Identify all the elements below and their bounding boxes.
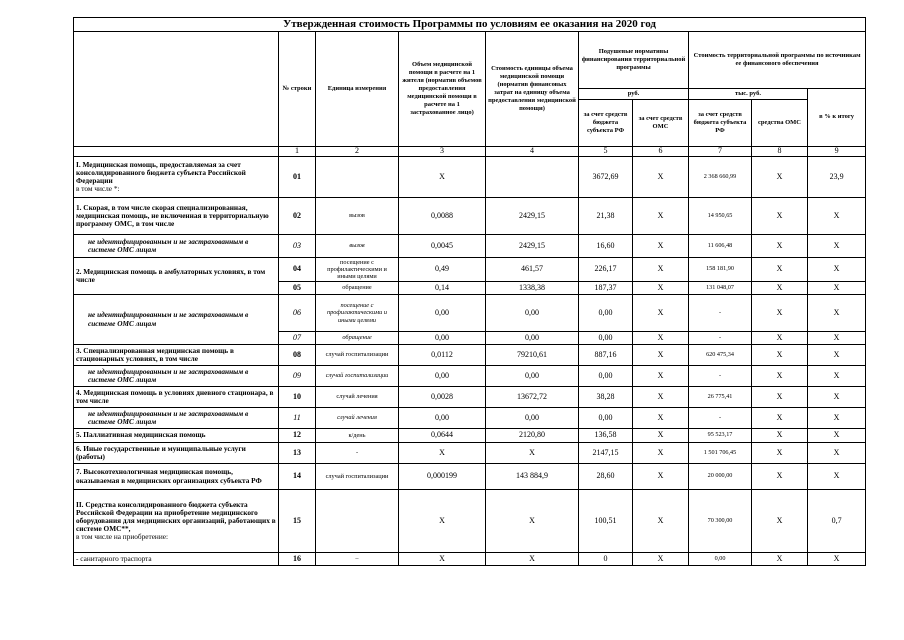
total-oms-cell: X: [752, 258, 808, 282]
total-oms-cell: X: [752, 408, 808, 429]
percent-cell: X: [808, 332, 866, 345]
percent-cell: 23,9: [808, 157, 866, 198]
total-budget-cell: 620 475,34: [689, 345, 752, 366]
per-capita-budget-cell: 28,60: [579, 464, 633, 490]
table-row: [74, 235, 866, 258]
total-budget-cell: 20 000,00: [689, 464, 752, 490]
unit-cost-cell: 143 884,9: [486, 464, 579, 490]
per-capita-oms-cell: X: [633, 258, 689, 282]
total-budget-cell: -: [689, 408, 752, 429]
total-oms-cell: X: [752, 198, 808, 235]
volume-cell: 0,00: [399, 408, 486, 429]
percent-cell: X: [808, 282, 866, 295]
volume-cell: X: [399, 443, 486, 464]
header-unit: Единица измерения: [316, 32, 399, 147]
column-numbers-row: [74, 147, 866, 157]
table-row: [74, 366, 866, 387]
per-capita-budget-cell: 187,37: [579, 282, 633, 295]
unit-cost-cell: X: [486, 553, 579, 566]
per-capita-budget-cell: 226,17: [579, 258, 633, 282]
total-oms-cell: X: [752, 157, 808, 198]
per-capita-oms-cell: X: [633, 387, 689, 408]
row-name: не идентифицированным и не застрахованным в системе ОМС лицам: [88, 236, 249, 254]
header-oms: за счет средств ОМС: [633, 100, 689, 147]
header-row-no: № строки: [279, 32, 316, 147]
table-row: [74, 387, 866, 408]
unit-cost-cell: 1338,38: [486, 282, 579, 295]
row-number: 06: [279, 295, 316, 332]
per-capita-oms-cell: X: [633, 553, 689, 566]
row-name-cell: [74, 345, 279, 366]
row-name: 2. Медицинская помощь в амбулаторных условиях, в том числе: [76, 266, 266, 284]
row-name-cell: [74, 235, 279, 258]
total-oms-cell: X: [752, 332, 808, 345]
total-oms-cell: X: [752, 429, 808, 443]
unit-cell: посещение с профилактическими и иными целями: [316, 295, 399, 332]
table-row: [74, 408, 866, 429]
total-oms-cell: X: [752, 235, 808, 258]
table-row: [74, 157, 866, 198]
per-capita-oms-cell: X: [633, 366, 689, 387]
row-name: не идентифицированным и не застрахованным в системе ОМС лицам: [88, 408, 249, 426]
total-budget-cell: 2 368 660,99: [689, 157, 752, 198]
volume-cell: 0,0112: [399, 345, 486, 366]
total-budget-cell: 11 606,48: [689, 235, 752, 258]
unit-cost-cell: 79210,61: [486, 345, 579, 366]
per-capita-oms-cell: X: [633, 235, 689, 258]
column-number: 9: [808, 147, 866, 157]
unit-cost-cell: 0,00: [486, 408, 579, 429]
per-capita-budget-cell: 0,00: [579, 408, 633, 429]
row-number: 11: [279, 408, 316, 429]
table-title: Утвержденная стоимость Программы по условиям ее оказания на 2020 год: [74, 18, 866, 32]
row-number: 01: [279, 157, 316, 198]
row-name-cell: [74, 490, 279, 553]
total-budget-cell: 158 181,90: [689, 258, 752, 282]
row-number: 10: [279, 387, 316, 408]
unit-cost-cell: X: [486, 490, 579, 553]
row-name-cell: [74, 258, 279, 295]
row-name-cell: [74, 443, 279, 464]
percent-cell: X: [808, 258, 866, 282]
column-number: 2: [316, 147, 399, 157]
volume-cell: X: [399, 490, 486, 553]
per-capita-budget-cell: 2147,15: [579, 443, 633, 464]
unit-cell: к/день: [316, 429, 399, 443]
per-capita-budget-cell: 100,51: [579, 490, 633, 553]
total-budget-cell: 131 048,07: [689, 282, 752, 295]
column-number: 5: [579, 147, 633, 157]
unit-cost-cell: 461,57: [486, 258, 579, 282]
volume-cell: X: [399, 157, 486, 198]
unit-cost-cell: 13672,72: [486, 387, 579, 408]
unit-cell: –: [316, 553, 399, 566]
row-name: 5. Паллиативная медицинская помощь: [76, 430, 206, 440]
row-name: II. Средства консолидированного бюджета субъекта Российской Федерации на приобретение медицинского оборудования для медицинских организаций, работающих в системе ОМС**,: [76, 499, 276, 534]
column-number: 6: [633, 147, 689, 157]
row-name: не идентифицированным и не застрахованным в системе ОМС лицам: [88, 366, 249, 384]
total-oms-cell: X: [752, 282, 808, 295]
unit-cell: случай лечения: [316, 408, 399, 429]
row-name: 4. Медицинская помощь в условиях дневного стационара, в том числе: [76, 387, 274, 405]
percent-cell: 0,7: [808, 490, 866, 553]
per-capita-oms-cell: X: [633, 490, 689, 553]
percent-cell: X: [808, 429, 866, 443]
per-capita-budget-cell: 21,38: [579, 198, 633, 235]
program-cost-table: [73, 17, 866, 566]
volume-cell: 0,14: [399, 282, 486, 295]
percent-cell: X: [808, 295, 866, 332]
table-row: [74, 464, 866, 490]
volume-cell: 0,49: [399, 258, 486, 282]
row-number: 12: [279, 429, 316, 443]
total-oms-cell: X: [752, 553, 808, 566]
unit-cell: случай госпитализации: [316, 464, 399, 490]
volume-cell: 0,0028: [399, 387, 486, 408]
row-name: 1. Скорая, в том числе скорая специализированная, медицинская помощь, не включенная в территориальную программу ОМС, в том числе: [76, 202, 269, 229]
total-budget-cell: 1 501 706,45: [689, 443, 752, 464]
unit-cell: обращение: [316, 332, 399, 345]
header-rub: руб.: [579, 89, 689, 100]
column-number: 3: [399, 147, 486, 157]
row-name: 6. Иные государственные и муниципальные услуги (работы): [76, 443, 246, 461]
unit-cost-cell: 2429,15: [486, 198, 579, 235]
row-number: 03: [279, 235, 316, 258]
unit-cost-cell: 2120,80: [486, 429, 579, 443]
row-number: 02: [279, 198, 316, 235]
row-name: I. Медицинская помощь, предоставляемая за счет консолидированного бюджета субъекта Российской Федерации: [76, 159, 246, 185]
per-capita-budget-cell: 887,16: [579, 345, 633, 366]
row-number: 05: [279, 282, 316, 295]
row-number: 13: [279, 443, 316, 464]
table-row: [74, 345, 866, 366]
total-budget-cell: -: [689, 366, 752, 387]
column-number: 4: [486, 147, 579, 157]
unit-cell: вызов: [316, 198, 399, 235]
row-name-cell: [74, 157, 279, 198]
unit-cell: обращение: [316, 282, 399, 295]
total-budget-cell: 26 775,41: [689, 387, 752, 408]
total-budget-cell: 95 523,17: [689, 429, 752, 443]
total-budget-cell: 14 950,65: [689, 198, 752, 235]
column-number: 1: [279, 147, 316, 157]
unit-cell: случай лечения: [316, 387, 399, 408]
total-oms-cell: X: [752, 366, 808, 387]
unit-cell: посещение с профилактическими и иными целями: [316, 258, 399, 282]
unit-cost-cell: 0,00: [486, 332, 579, 345]
unit-cost-cell: 0,00: [486, 295, 579, 332]
per-capita-budget-cell: 0,00: [579, 295, 633, 332]
total-oms-cell: X: [752, 490, 808, 553]
row-name-cell: [74, 366, 279, 387]
percent-cell: X: [808, 443, 866, 464]
table-row: [74, 295, 866, 332]
total-budget-cell: 0,00: [689, 553, 752, 566]
header-unit-cost: Стоимость единицы объема медицинской помощи (норматив финансовых затрат на единицу объема предоставления медицинской помощи): [486, 32, 579, 147]
volume-cell: 0,0045: [399, 235, 486, 258]
row-name-cell: [74, 387, 279, 408]
row-name-cell: [74, 429, 279, 443]
column-number-blank: [74, 147, 279, 157]
row-number: 09: [279, 366, 316, 387]
table-row: [74, 198, 866, 235]
unit-cell: -: [316, 443, 399, 464]
per-capita-oms-cell: X: [633, 408, 689, 429]
total-budget-cell: -: [689, 295, 752, 332]
row-subtitle: в том числе на приобретение:: [76, 532, 169, 542]
percent-cell: X: [808, 408, 866, 429]
total-oms-cell: X: [752, 345, 808, 366]
percent-cell: X: [808, 387, 866, 408]
unit-cost-cell: [486, 157, 579, 198]
total-oms-cell: X: [752, 295, 808, 332]
table-row: [74, 258, 866, 282]
per-capita-budget-cell: 38,28: [579, 387, 633, 408]
table-row: [74, 490, 866, 553]
per-capita-budget-cell: 3672,69: [579, 157, 633, 198]
unit-cell: [316, 157, 399, 198]
header-name-cell: [74, 32, 279, 147]
per-capita-oms-cell: X: [633, 157, 689, 198]
per-capita-oms-cell: X: [633, 443, 689, 464]
volume-cell: 0,0644: [399, 429, 486, 443]
per-capita-budget-cell: 0,00: [579, 332, 633, 345]
unit-cell: случай госпитализации: [316, 345, 399, 366]
header-budget-rf-total: за счет средств бюджета субъекта РФ: [689, 100, 752, 147]
table-body: [74, 157, 866, 566]
unit-cell: вызов: [316, 235, 399, 258]
per-capita-oms-cell: X: [633, 464, 689, 490]
unit-cost-cell: 2429,15: [486, 235, 579, 258]
unit-cell: [316, 490, 399, 553]
header-percent: в % к итогу: [808, 89, 866, 147]
unit-cost-cell: X: [486, 443, 579, 464]
row-name-cell: [74, 198, 279, 235]
row-name-cell: [74, 553, 279, 566]
volume-cell: X: [399, 553, 486, 566]
header-oms-total: средства ОМС: [752, 100, 808, 147]
total-budget-cell: -: [689, 332, 752, 345]
row-number: 07: [279, 332, 316, 345]
volume-cell: 0,00: [399, 366, 486, 387]
total-oms-cell: X: [752, 464, 808, 490]
header-total-cost: Стоимость территориальной программы по источникам ее финансового обеспечения: [689, 32, 866, 89]
row-number: 04: [279, 258, 316, 282]
percent-cell: X: [808, 198, 866, 235]
percent-cell: X: [808, 345, 866, 366]
row-name: 7. Высокотехнологичная медицинская помощь, оказываемая в медицинских организациях субъекта РФ: [76, 467, 262, 485]
total-oms-cell: X: [752, 443, 808, 464]
row-name-cell: [74, 408, 279, 429]
table-row: [74, 553, 866, 566]
volume-cell: 0,00: [399, 295, 486, 332]
table-row: [74, 443, 866, 464]
program-cost-sheet: [73, 17, 865, 566]
row-number: 14: [279, 464, 316, 490]
column-number: 7: [689, 147, 752, 157]
header-thous-rub: тыс. руб.: [689, 89, 808, 100]
header-budget-rf: за счет средств бюджета субъекта РФ: [579, 100, 633, 147]
row-number: 08: [279, 345, 316, 366]
per-capita-oms-cell: X: [633, 332, 689, 345]
column-number: 8: [752, 147, 808, 157]
per-capita-oms-cell: X: [633, 198, 689, 235]
row-number: 15: [279, 490, 316, 553]
unit-cost-cell: 0,00: [486, 366, 579, 387]
per-capita-oms-cell: X: [633, 295, 689, 332]
per-capita-budget-cell: 16,60: [579, 235, 633, 258]
volume-cell: 0,000199: [399, 464, 486, 490]
table-row: [74, 429, 866, 443]
unit-cell: случай госпитализации: [316, 366, 399, 387]
percent-cell: X: [808, 366, 866, 387]
total-oms-cell: X: [752, 387, 808, 408]
row-name-cell: [74, 464, 279, 490]
per-capita-oms-cell: X: [633, 345, 689, 366]
per-capita-budget-cell: 136,58: [579, 429, 633, 443]
row-name: 3. Специализированная медицинская помощь в стационарных условиях, в том числе: [76, 345, 234, 363]
volume-cell: 0,00: [399, 332, 486, 345]
per-capita-oms-cell: X: [633, 429, 689, 443]
percent-cell: X: [808, 235, 866, 258]
per-capita-budget-cell: 0,00: [579, 366, 633, 387]
percent-cell: X: [808, 464, 866, 490]
per-capita-oms-cell: X: [633, 282, 689, 295]
row-name-cell: [74, 295, 279, 345]
percent-cell: X: [808, 553, 866, 566]
volume-cell: 0,0088: [399, 198, 486, 235]
header-per-capita: Подушевые нормативы финансирования территориальной программы: [579, 32, 689, 89]
header-volume: Объем медицинской помощи в расчете на 1 жителя (норматив объемов предоставления медицинской помощи в расчете на 1 застрахованное лицо): [399, 32, 486, 147]
row-subtitle: в том числе *:: [76, 184, 120, 194]
row-name: - санитарного траспорта: [76, 553, 152, 563]
row-number: 16: [279, 553, 316, 566]
total-budget-cell: 70 300,00: [689, 490, 752, 553]
per-capita-budget-cell: 0: [579, 553, 633, 566]
row-name: не идентифицированным и не застрахованным в системе ОМС лицам: [88, 310, 249, 328]
